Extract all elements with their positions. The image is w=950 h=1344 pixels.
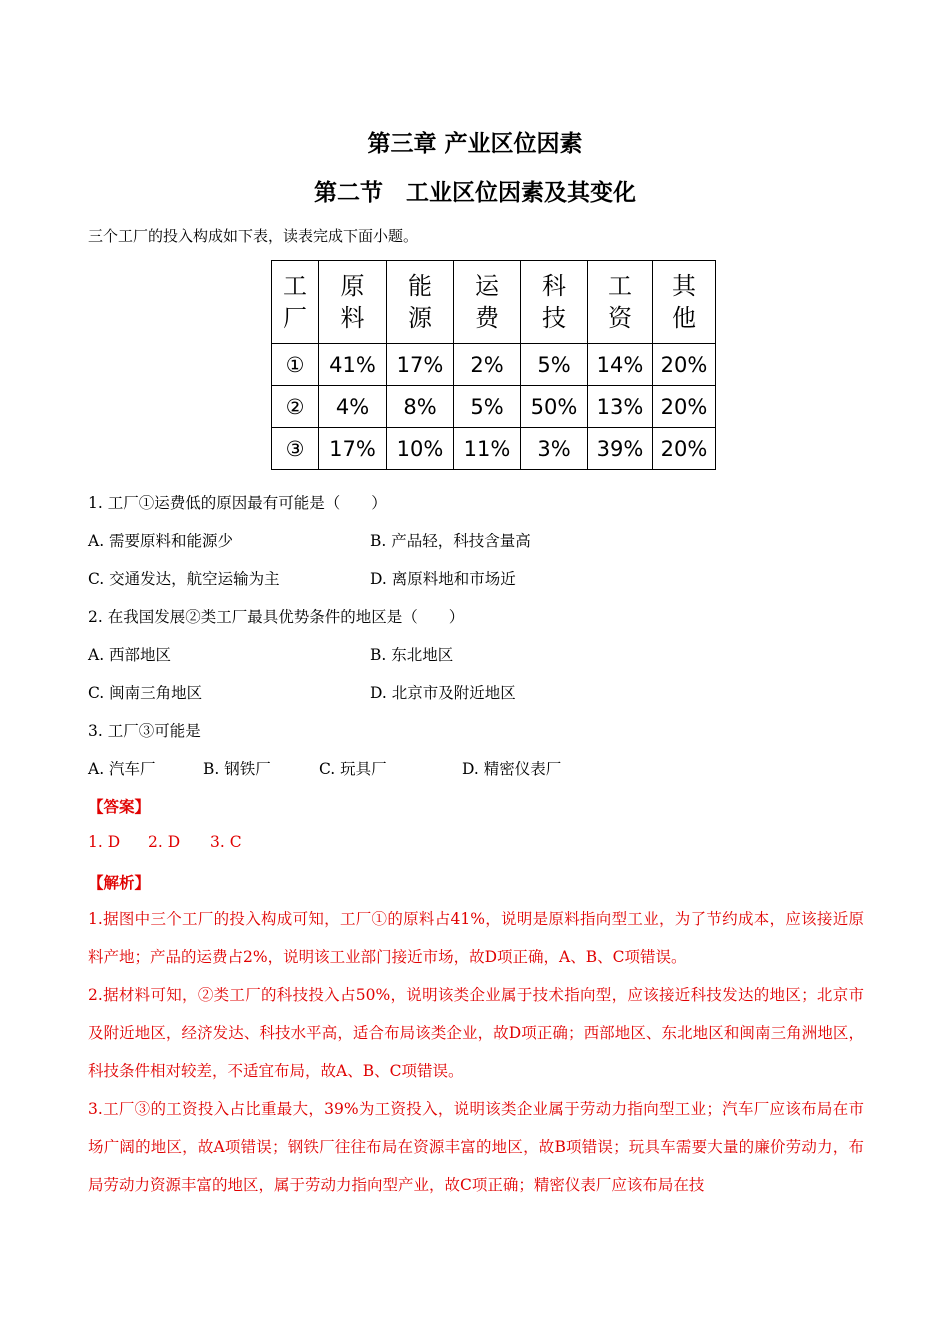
table-cell: 3% [521, 428, 588, 470]
table-cell: 20% [653, 428, 716, 470]
question-2-stem: 2. 在我国发展②类工厂最具优势条件的地区是（ ） [88, 608, 465, 626]
analysis-paragraph-1: 1.据图中三个工厂的投入构成可知，工厂①的原料占41%，说明是原料指向型工业，为了节约成本，应该接近原料产地；产品的运费占2%，说明该工业部门接近市场，故D项正确，A、B、C项错误。 [88, 910, 864, 966]
table-cell: 20% [653, 386, 716, 428]
table-cell: 5% [454, 386, 521, 428]
q1-option-a: A. 需要原料和能源少 [88, 532, 234, 550]
question-1-stem: 1. 工厂①运费低的原因最有可能是（ ） [88, 494, 387, 512]
q3-option-b: B. 钢铁厂 [203, 760, 271, 778]
table-row [272, 344, 716, 386]
table-cell: 14% [588, 344, 653, 386]
header-cell: 运 费 [454, 261, 521, 344]
table-cell: 17% [319, 428, 387, 470]
answer-1: 1. D [88, 833, 121, 851]
table-cell: 4% [319, 386, 387, 428]
header-cell: 其 他 [653, 261, 716, 344]
table-cell: 50% [521, 386, 588, 428]
table-header-row [272, 261, 716, 344]
answer-3: 3. C [210, 833, 242, 851]
q3-option-c: C. 玩具厂 [319, 760, 387, 778]
table-cell: 17% [387, 344, 454, 386]
factory-input-table [271, 260, 716, 470]
table-row [272, 386, 716, 428]
analysis-paragraph-3: 3.工厂③的工资投入占比重最大，39%为工资投入，说明该类企业属于劳动力指向型工业；汽车厂应该布局在市场广阔的地区，故A项错误；钢铁厂往往布局在资源丰富的地区，故B项错误；玩具车需要大量的廉价劳动力，布局劳动力资源丰富的地区，属于劳动力指向型产业，故C项正确；精密仪表厂应该布局在技 [88, 1100, 864, 1194]
intro-text: 三个工厂的投入构成如下表，读表完成下面小题。 [88, 227, 419, 245]
header-cell: 科 技 [521, 261, 588, 344]
table-cell: 13% [588, 386, 653, 428]
answer-2: 2. D [148, 833, 181, 851]
chapter-title: 第三章 产业区位因素 [367, 130, 583, 157]
analysis-heading: 【解析】 [88, 873, 151, 892]
table-cell: 8% [387, 386, 454, 428]
section-title: 第二节 工业区位因素及其变化 [314, 179, 636, 206]
answer-heading: 【答案】 [88, 797, 151, 816]
q2-option-b: B. 东北地区 [370, 646, 454, 664]
table-cell: ③ [272, 428, 319, 470]
analysis-paragraph-2: 2.据材料可知，②类工厂的科技投入占50%，说明该类企业属于技术指向型，应该接近科技发达的地区；北京市及附近地区，经济发达、科技水平高，适合布局该类企业，故D项正确；西部地区、东北地区和闽南三角洲地区，科技条件相对较差，不适宜布局，故A、B、C项错误。 [88, 986, 864, 1080]
q2-option-d: D. 北京市及附近地区 [370, 684, 516, 702]
header-cell: 工 资 [588, 261, 653, 344]
q1-option-d: D. 离原料地和市场近 [370, 570, 516, 588]
table-row [272, 428, 716, 470]
table-cell: ② [272, 386, 319, 428]
q2-option-c: C. 闽南三角地区 [88, 684, 203, 702]
table-cell: 11% [454, 428, 521, 470]
q2-option-a: A. 西部地区 [88, 646, 172, 664]
question-3-stem: 3. 工厂③可能是 [88, 722, 201, 740]
table-cell: 2% [454, 344, 521, 386]
table-cell: 5% [521, 344, 588, 386]
q3-option-a: A. 汽车厂 [88, 760, 156, 778]
header-cell: 工 厂 [272, 261, 319, 344]
table-cell: 10% [387, 428, 454, 470]
q3-option-d: D. 精密仪表厂 [462, 760, 562, 778]
header-cell: 原 料 [319, 261, 387, 344]
table-cell: 39% [588, 428, 653, 470]
header-cell: 能 源 [387, 261, 454, 344]
table-cell: 20% [653, 344, 716, 386]
table-cell: 41% [319, 344, 387, 386]
q1-option-c: C. 交通发达，航空运输为主 [88, 570, 280, 588]
table-cell: ① [272, 344, 319, 386]
q1-option-b: B. 产品轻，科技含量高 [370, 532, 531, 550]
